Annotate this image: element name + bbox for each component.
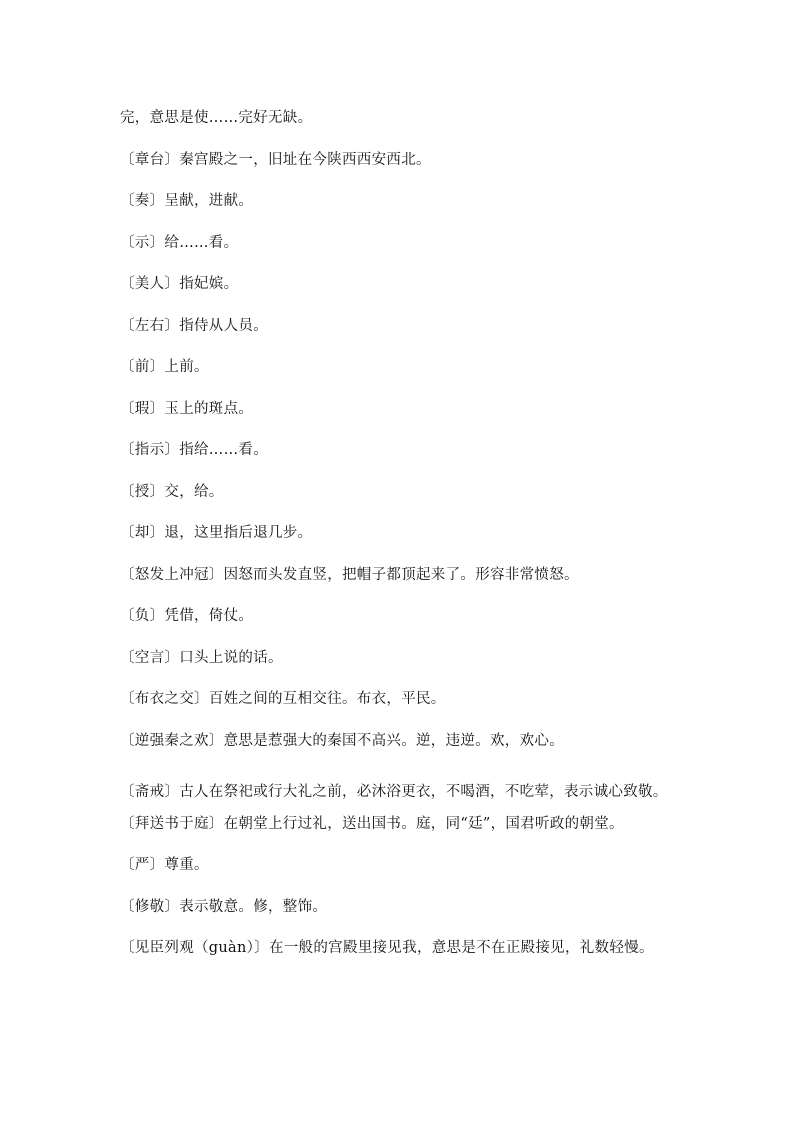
annotation-line: 〔章台〕秦宫殿之一，旧址在今陕西西安西北。	[120, 151, 431, 168]
annotation-line: 〔怒发上冲冠〕因怒而头发直竖，把帽子都顶起来了。形容非常愤怒。	[120, 566, 579, 583]
annotation-line: 〔却〕退，这里指后退几步。	[120, 525, 313, 541]
annotation-line: 〔空言〕口头上说的话。	[120, 649, 283, 666]
annotation-line: 〔严〕尊重。	[120, 857, 209, 873]
annotation-line: 〔示〕给……看。	[120, 234, 239, 251]
annotation-line: 〔指示〕指给……看。	[120, 442, 268, 458]
annotation-list	[120, 108, 680, 980]
annotation-line: 〔负〕凭借，倚仗。	[120, 608, 254, 624]
annotation-line: 〔前〕上前。	[120, 359, 209, 375]
annotation-line: 〔逆强秦之欢〕意思是惹强大的秦国不高兴。逆，违逆。欢，欢心。	[120, 732, 564, 749]
annotation-line: 〔授〕交，给。	[120, 483, 224, 500]
annotation-line: 〔美人〕指妃嫔。	[120, 276, 239, 292]
annotation-line: 〔布衣之交〕百姓之间的互相交往。布衣，平民。	[120, 691, 446, 707]
annotation-line: 〔左右〕指侍从人员。	[120, 317, 268, 334]
annotation-line: 〔斋戒〕古人在祭祀或行大礼之前，必沐浴更衣，不喝酒，不吃荤，表示诚心致敬。	[120, 784, 668, 800]
annotation-line: 〔奏〕呈献，进献。	[120, 193, 254, 209]
annotation-line: 完，意思是使……完好无缺。	[120, 110, 313, 126]
annotation-line: 〔见臣列观（guàn）〕在一般的宫殿里接见我，意思是不在正殿接见，礼数轻慢。	[120, 940, 654, 956]
annotation-line: 〔修敬〕表示敬意。修，整饰。	[120, 898, 328, 915]
annotation-line: 〔瑕〕玉上的斑点。	[120, 400, 254, 417]
annotation-line: 〔拜送书于庭〕在朝堂上行过礼，送出国书。庭，同“廷”，国君听政的朝堂。	[120, 815, 624, 832]
